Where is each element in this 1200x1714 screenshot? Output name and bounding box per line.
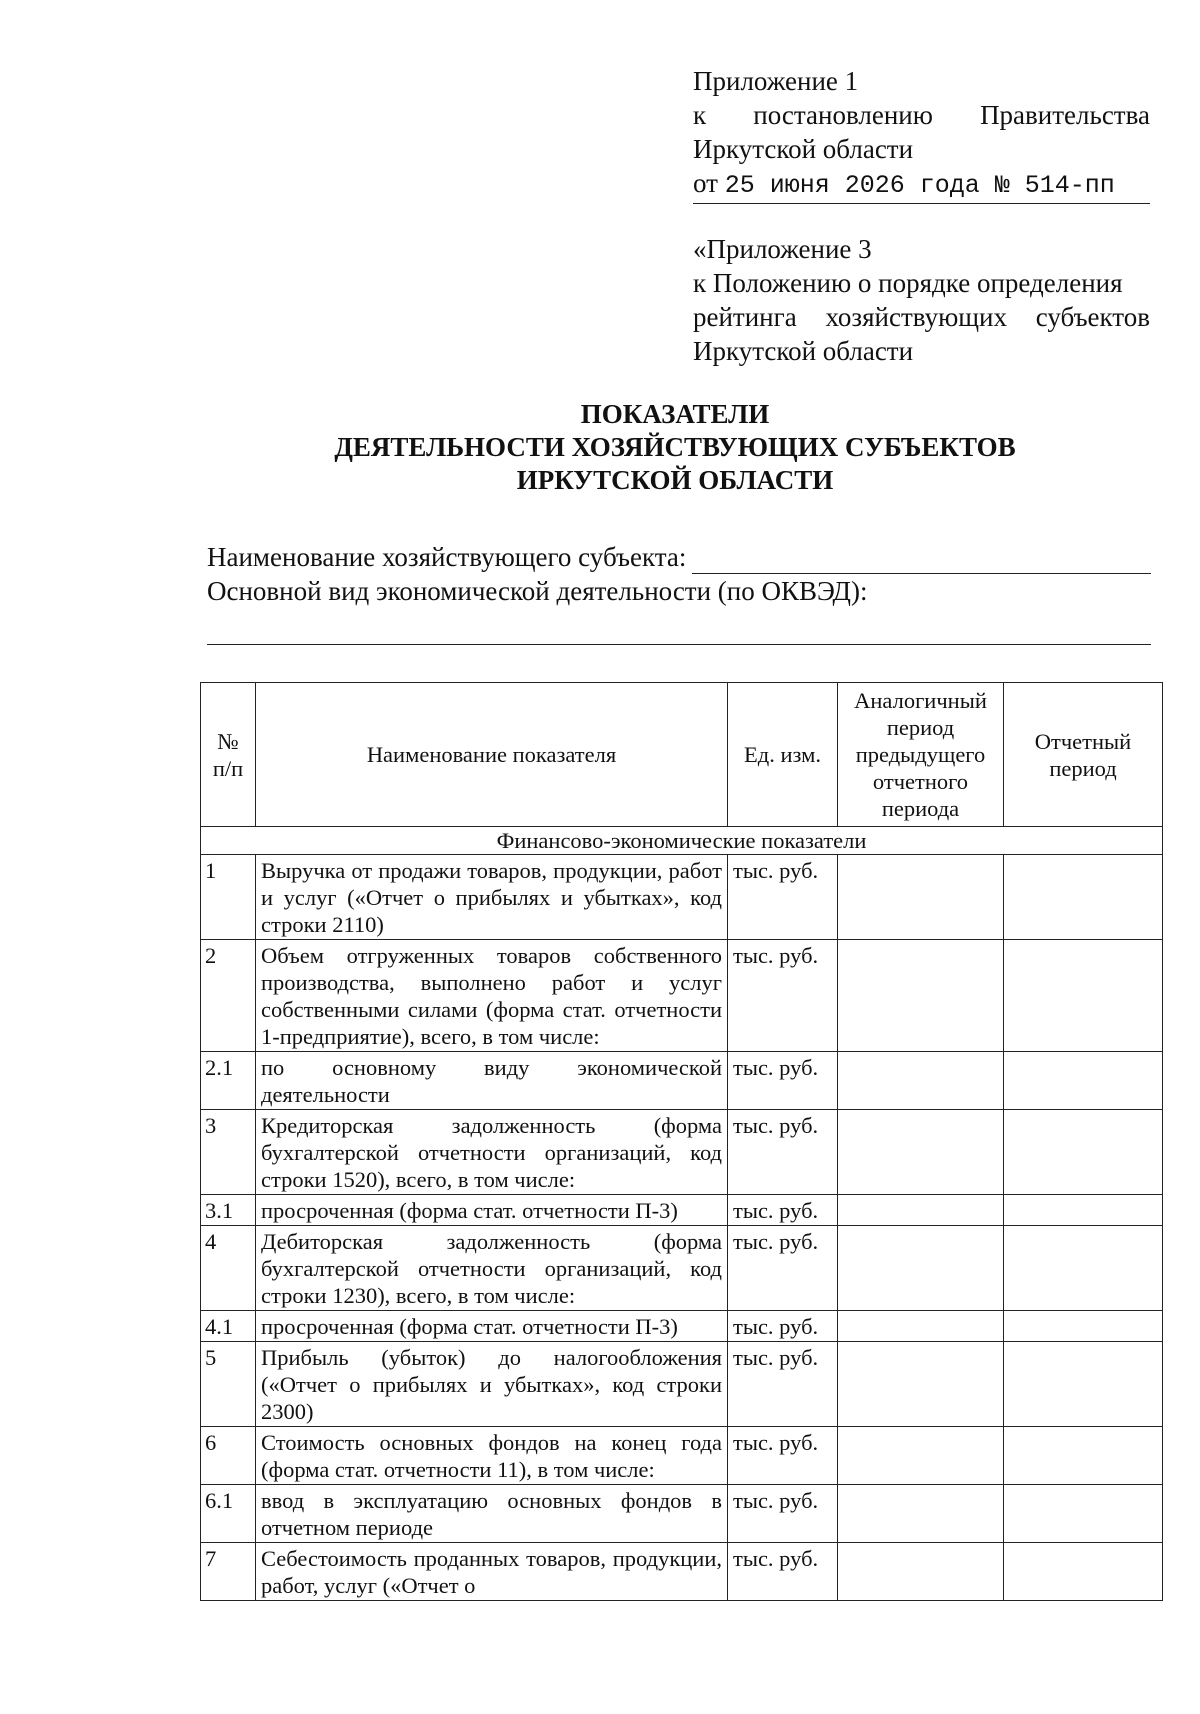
- row-name: Себестоимость проданных товаров, продукции, работ, услуг («Отчет о: [256, 1543, 728, 1601]
- row-current-value[interactable]: [1004, 1485, 1163, 1543]
- row-unit: тыс. руб.: [728, 855, 838, 940]
- row-name: Стоимость основных фондов на конец года (форма стат. отчетности 11), в том числе:: [256, 1427, 728, 1485]
- table-row: [201, 1110, 1163, 1195]
- row-current-value[interactable]: [1004, 1052, 1163, 1110]
- appendix-1-date-value: 25 июня 2026 года № 514-пп: [724, 171, 1115, 200]
- table-row: [201, 1226, 1163, 1311]
- appendix-1-date-line: [693, 166, 1150, 204]
- appendix-3-word-subjects: субъектов: [1035, 302, 1150, 332]
- row-name: Кредиторская задолженность (форма бухгалтерской отчетности организаций, код строки 1520), всего, в том числе:: [256, 1110, 728, 1195]
- section-title: Финансово-экономические показатели: [201, 827, 1163, 855]
- row-num: 7: [201, 1543, 256, 1601]
- appendix-1-title: Приложение 1: [693, 66, 859, 96]
- row-current-value[interactable]: [1004, 1195, 1163, 1226]
- title-line-2: ДЕЯТЕЛЬНОСТИ ХОЗЯЙСТВУЮЩИХ СУБЪЕКТОВ: [334, 432, 1016, 462]
- row-num: 3.1: [201, 1195, 256, 1226]
- section-row: [201, 827, 1163, 855]
- appendix-1-date-prefix: от: [693, 168, 718, 198]
- appendix-1-word-decree: постановлению: [753, 100, 933, 130]
- appendix-3-regulation: к Положению о порядке определения: [693, 268, 1123, 298]
- row-current-value[interactable]: [1004, 940, 1163, 1052]
- appendix-1-word-government: Правительства: [980, 100, 1150, 130]
- row-num: 2.1: [201, 1052, 256, 1110]
- row-name: просроченная (форма стат. отчетности П-3): [256, 1195, 728, 1226]
- row-num: 5: [201, 1342, 256, 1427]
- table-row: [201, 1195, 1163, 1226]
- appendix-3-word-economic: хозяйствующих: [825, 302, 1007, 332]
- activity-label: Основной вид экономической деятельности (по ОКВЭД):: [207, 576, 868, 606]
- table-row: [201, 1485, 1163, 1543]
- row-prev-value[interactable]: [838, 1342, 1004, 1427]
- row-current-value[interactable]: [1004, 1226, 1163, 1311]
- header-unit: Ед. изм.: [728, 683, 838, 827]
- row-num: 6: [201, 1427, 256, 1485]
- row-prev-value[interactable]: [838, 1226, 1004, 1311]
- table-row: [201, 1342, 1163, 1427]
- row-prev-value[interactable]: [838, 1543, 1004, 1601]
- table-row: [201, 1543, 1163, 1601]
- appendix-3-word-rating: рейтинга: [693, 302, 797, 332]
- row-name: Объем отгруженных товаров собственного производства, выполнено работ и услуг собственными силами (форма стат. отчетности 1-предприятие), всего, в том числе:: [256, 940, 728, 1052]
- document-title: [200, 398, 1150, 497]
- row-num: 4.1: [201, 1311, 256, 1342]
- row-unit: тыс. руб.: [728, 1427, 838, 1485]
- row-unit: тыс. руб.: [728, 1195, 838, 1226]
- table-row: [201, 855, 1163, 940]
- appendix-1-word-k: к: [693, 100, 707, 130]
- appendix-3-region: Иркутской области: [693, 336, 914, 366]
- table-row: [201, 1311, 1163, 1342]
- row-current-value[interactable]: [1004, 1110, 1163, 1195]
- entity-name-label: Наименование хозяйствующего субъекта:: [207, 542, 687, 572]
- row-unit: тыс. руб.: [728, 1052, 838, 1110]
- row-prev-value[interactable]: [838, 1427, 1004, 1485]
- header-prev-period: Аналогичный период предыдущего отчетного периода: [838, 683, 1004, 827]
- row-num: 3: [201, 1110, 256, 1195]
- row-num: 2: [201, 940, 256, 1052]
- header-num: № п/п: [201, 683, 256, 827]
- row-current-value[interactable]: [1004, 1342, 1163, 1427]
- row-unit: тыс. руб.: [728, 1342, 838, 1427]
- entity-name-blank[interactable]: [692, 547, 1151, 574]
- table-row: [201, 940, 1163, 1052]
- appendix-1-block: [693, 64, 1150, 204]
- row-unit: тыс. руб.: [728, 1110, 838, 1195]
- appendix-3-title: «Приложение 3: [693, 234, 872, 264]
- appendix-3-block: [693, 232, 1150, 368]
- title-line-1: ПОКАЗАТЕЛИ: [580, 399, 770, 429]
- row-prev-value[interactable]: [838, 1110, 1004, 1195]
- entity-fields: [207, 540, 1151, 645]
- activity-row: [207, 574, 1151, 608]
- entity-name-row: [207, 540, 1151, 574]
- appendix-1-decree-line: [693, 98, 1150, 132]
- row-unit: тыс. руб.: [728, 1311, 838, 1342]
- row-name: Выручка от продажи товаров, продукции, работ и услуг («Отчет о прибылях и убытках», код строки 2110): [256, 855, 728, 940]
- row-prev-value[interactable]: [838, 855, 1004, 940]
- row-name: Прибыль (убыток) до налогообложения («Отчет о прибылях и убытках», код строки 2300): [256, 1342, 728, 1427]
- row-unit: тыс. руб.: [728, 1485, 838, 1543]
- header-name: Наименование показателя: [256, 683, 728, 827]
- row-unit: тыс. руб.: [728, 1226, 838, 1311]
- row-prev-value[interactable]: [838, 1195, 1004, 1226]
- row-name: просроченная (форма стат. отчетности П-3): [256, 1311, 728, 1342]
- appendix-3-rating-line: [693, 300, 1150, 334]
- row-num: 6.1: [201, 1485, 256, 1543]
- table-header-row: [201, 683, 1163, 827]
- row-current-value[interactable]: [1004, 855, 1163, 940]
- row-name: по основному виду экономической деятельности: [256, 1052, 728, 1110]
- row-unit: тыс. руб.: [728, 1543, 838, 1601]
- row-current-value[interactable]: [1004, 1427, 1163, 1485]
- row-num: 4: [201, 1226, 256, 1311]
- row-unit: тыс. руб.: [728, 940, 838, 1052]
- row-current-value[interactable]: [1004, 1311, 1163, 1342]
- row-prev-value[interactable]: [838, 1052, 1004, 1110]
- row-prev-value[interactable]: [838, 1485, 1004, 1543]
- row-name: Дебиторская задолженность (форма бухгалтерской отчетности организаций, код строки 1230), всего, в том числе:: [256, 1226, 728, 1311]
- table-row: [201, 1427, 1163, 1485]
- row-name: ввод в эксплуатацию основных фондов в отчетном периоде: [256, 1485, 728, 1543]
- title-line-3: ИРКУТСКОЙ ОБЛАСТИ: [516, 465, 834, 495]
- indicators-table: [200, 682, 1163, 1601]
- table-row: [201, 1052, 1163, 1110]
- row-num: 1: [201, 855, 256, 940]
- appendix-1-region: Иркутской области: [693, 134, 914, 164]
- activity-blank[interactable]: [207, 610, 1151, 645]
- row-prev-value[interactable]: [838, 1311, 1004, 1342]
- header-current-period: Отчетный период: [1004, 683, 1163, 827]
- row-current-value[interactable]: [1004, 1543, 1163, 1601]
- row-prev-value[interactable]: [838, 940, 1004, 1052]
